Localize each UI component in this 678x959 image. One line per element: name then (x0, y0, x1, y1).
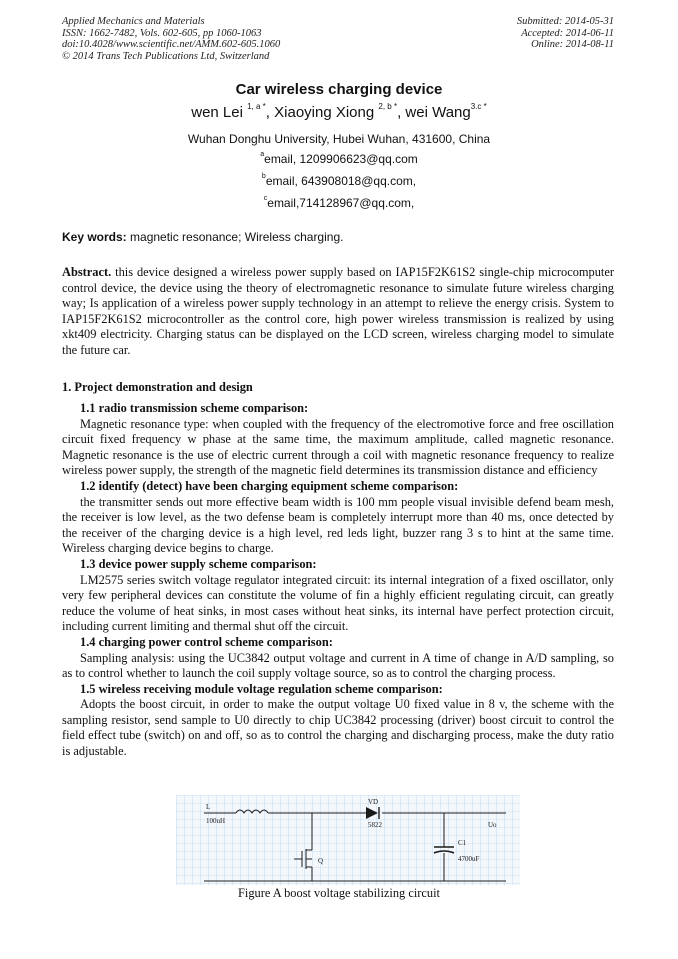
keywords (62, 230, 343, 244)
abstract-text: this device designed a wireless power supply based on IAP15F2K61S2 single-chip microcomputer control device, the device using the theory of electromagnetic resonance to simulate future wireless charging way; Is application of a wireless power supply technology in an attempt to relieve the energy crisis. System to IAP15F2K61S2 microcontroller as the control core, high power wireless transmission is realized by using xkt409 electricity. Charging status can be displayed on the LCD screen, wireless charging model to simulate the future car. (62, 265, 614, 357)
affiliation: Wuhan Donghu University, Hubei Wuhan, 431600, China (187, 132, 491, 146)
email-c (0, 196, 678, 210)
email-text: email, 643908018@qq.com, (265, 174, 417, 188)
inductor-value: 100uH (206, 817, 226, 825)
author-affiliation-mark: 1, a * (247, 102, 266, 111)
capacitor-label: C1 (458, 839, 467, 847)
journal-name: Applied Mechanics and Materials (62, 16, 205, 27)
dates-header (517, 16, 614, 51)
subsection-heading: 1.3 device power supply scheme comparison: (80, 556, 317, 571)
subsection-text: LM2575 series switch voltage regulator integrated circuit: its internal integration of a fixed oscillator, only very few peripheral devices can constitute the volume of fin a highly efficient regulating circuit, can greatly reduce the volume of heat sinks, in most cases without heat sinks, its internal have perfect protection circuit, including current limiting and thermal shut off the circuit. (62, 572, 614, 634)
author-separator: , (397, 104, 406, 121)
journal-copyright: © 2014 Trans Tech Publications Ltd, Switzerland (62, 50, 270, 62)
email-text: email, 1209906623@qq.com (264, 152, 418, 166)
subsection-text: Adopts the boost circuit, in order to make the output voltage U0 fixed value in 8 v, the scheme with the sampling resistor, send sample to U0 directly to chip UC3842 processing (driver) boost circuit to control the field effect tube (switch) on and off, so as to control the charging and discharging process, make the duty ratio is adjustable. (62, 697, 614, 759)
email-mark: c (263, 195, 268, 202)
subsection-heading: 1.5 wireless receiving module voltage regulation scheme comparison: (80, 681, 443, 696)
email-a (0, 152, 678, 166)
figure-caption: Figure A boost voltage stabilizing circuit (237, 886, 440, 900)
subsection-heading: 1.1 radio transmission scheme comparison: (80, 401, 309, 415)
subsection-text: Sampling analysis: using the UC3842 output voltage and current in A time of change in A/D sampling, so as to control whether to launch the coil supply voltage source, so as to control the charging process. (62, 650, 614, 681)
email-b (0, 174, 678, 188)
section-body (62, 401, 614, 760)
email-mark: b (261, 173, 266, 180)
diode-label: VD (368, 798, 379, 806)
email-mark: a (260, 151, 265, 158)
keywords-text: magnetic resonance; Wireless charging. (126, 230, 344, 244)
diode-part: 5822 (368, 821, 382, 829)
paper-title: Car wireless charging device (235, 81, 443, 98)
online-date: Online: 2014-08-11 (531, 39, 614, 50)
journal-doi: doi:10.4028/www.scientific.net/AMM.602-605.1060 (62, 39, 281, 50)
abstract-label: Abstract. (62, 265, 112, 279)
journal-header (62, 16, 280, 62)
accepted-date: Accepted: 2014-06-11 (521, 27, 614, 39)
section-heading: 1. Project demonstration and design (62, 380, 253, 394)
journal-issn: ISSN: 1662-7482, Vols. 602-605, pp 1060-1063 (62, 27, 262, 39)
transistor-label: Q (318, 857, 324, 865)
figure-grid (176, 795, 520, 885)
author-list (0, 104, 678, 121)
keywords-label: Key words: (62, 230, 127, 244)
author-name: Xiaoying Xiong (274, 104, 375, 121)
capacitor-value: 4700uF (458, 855, 480, 863)
author-separator: , (265, 104, 275, 121)
output-label: Uo (488, 821, 497, 829)
subsection-heading: 1.2 identify (detect) have been charging equipment scheme comparison: (80, 478, 459, 493)
email-text: email,714128967@qq.com, (267, 196, 415, 210)
author-affiliation-mark: 2, b * (378, 102, 398, 111)
boost-circuit-figure (176, 795, 520, 885)
subsection-text: Magnetic resonance type: when coupled with the frequency of the electromotive force and free oscillation circuit fixed frequency w phase at the same time, the maximum amplitude, called magnetic resonance. Magnetic resonance is the use of electric current through a coil with magnetic resonance frequency to realize wireless power supply, the strength of the magnetic field determines its transmission distance and efficiency (62, 416, 614, 478)
author-affiliation-mark: 3.c * (470, 102, 487, 111)
author-name: wen Lei (191, 104, 243, 121)
subsection-heading: 1.4 charging power control scheme comparison: (80, 634, 333, 649)
subsection-text: the transmitter sends out more effective beam width is 100 mm people visual invisible defend beam mesh, the receiver is low level, as the two defense beam is completely interrupt more than 40 ms, once detected by the receiver of the charging device is a high level, red leds light, buzzer rang 3 s to hint at the same time. Wireless charging device begins to charge. (62, 494, 614, 556)
submitted-date: Submitted: 2014-05-31 (516, 16, 614, 27)
author-name: wei Wang (405, 104, 471, 121)
abstract (62, 265, 614, 359)
inductor-label: L (206, 803, 211, 811)
